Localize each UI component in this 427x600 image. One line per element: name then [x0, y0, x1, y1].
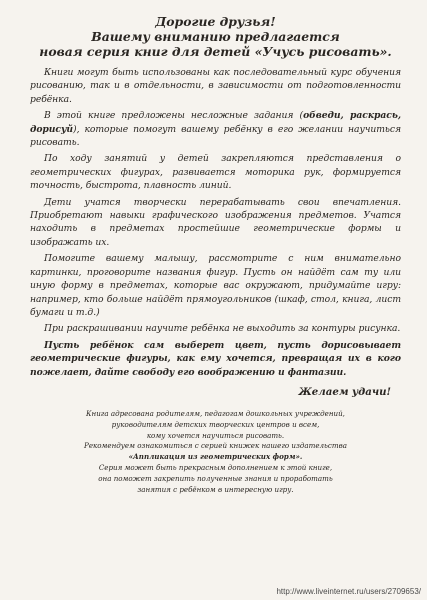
- paragraph-5: Помогите вашему малышу, рассмотрите с ним внимательно картинки, проговорите названия фигур. Пусть он найдёт сам ту или иную форму в предметах, которые вас окружают, придумайте игру: например, кто больше найдёт прямоугольников (шкаф, стол, книга, лист бумаги и т.д.): [30, 253, 401, 318]
- heading-line-1: Дорогие друзья!: [155, 14, 276, 29]
- paragraph-2-start: В этой книге предложены несложные задания (: [44, 110, 304, 122]
- note-line-7: она поможет закрепить полученные знания и проработать: [98, 473, 333, 483]
- audience-note: [66, 409, 366, 495]
- paragraph-2-tasks: обведи, раскрась, дорисуй: [30, 110, 401, 135]
- paragraph-2: [30, 109, 401, 149]
- note-line-2: руководителям детских творческих центров и всем,: [111, 419, 320, 429]
- paragraph-3: По ходу занятий у детей закрепляются представления о геометрических фигурах, развивается моторика рук, формируется точность, быстрота, плавность линий.: [30, 153, 401, 192]
- paragraph-6: При раскрашивании научите ребёнка не выходить за контуры рисунка.: [44, 323, 401, 335]
- note-series-title: «Аппликация из геометрических форм».: [128, 452, 303, 462]
- page-heading: [30, 14, 401, 59]
- note-line-5: [66, 452, 366, 463]
- note-line-6: Серия может быть прекрасным дополнением к этой книге,: [98, 462, 333, 472]
- good-luck-wish: Желаем удачи!: [298, 385, 391, 398]
- note-line-1: Книга адресована родителям, педагогам дошкольных учреждений,: [86, 408, 345, 418]
- paragraph-7: Пусть ребёнок сам выберет цвет, пусть дорисовывает геометрические фигуры, как ему хочется, превращая их в кого пожелает, дайте свободу его воображению и фантазии.: [30, 339, 401, 378]
- note-line-3: кому хочется научиться рисовать.: [146, 430, 285, 440]
- heading-line-3: новая серия книг для детей «Учусь рисовать».: [39, 44, 392, 59]
- source-url[interactable]: http://www.liveinternet.ru/users/2709653/: [276, 587, 421, 596]
- note-line-8: занятия с ребёнком в интересную игру.: [137, 484, 294, 494]
- heading-line-2: Вашему вниманию предлагается: [91, 29, 340, 44]
- paragraph-2-end: ), которые помогут вашему ребёнку в его желании научиться рисовать.: [30, 123, 401, 149]
- paragraph-4: Дети учатся творчески перерабатывать свои впечатления. Приобретают навыки графического изображения предметов. Учатся находить в предметах простейшие геометрические формы и изображать их.: [30, 196, 401, 248]
- note-line-4: Рекомендуем ознакомиться с серией книжек нашего издательства: [84, 441, 347, 451]
- paragraph-1: Книги могут быть использованы как последовательный курс обучения рисованию, так и в отдельности, в зависимости от подготовленности ребёнка.: [30, 67, 401, 105]
